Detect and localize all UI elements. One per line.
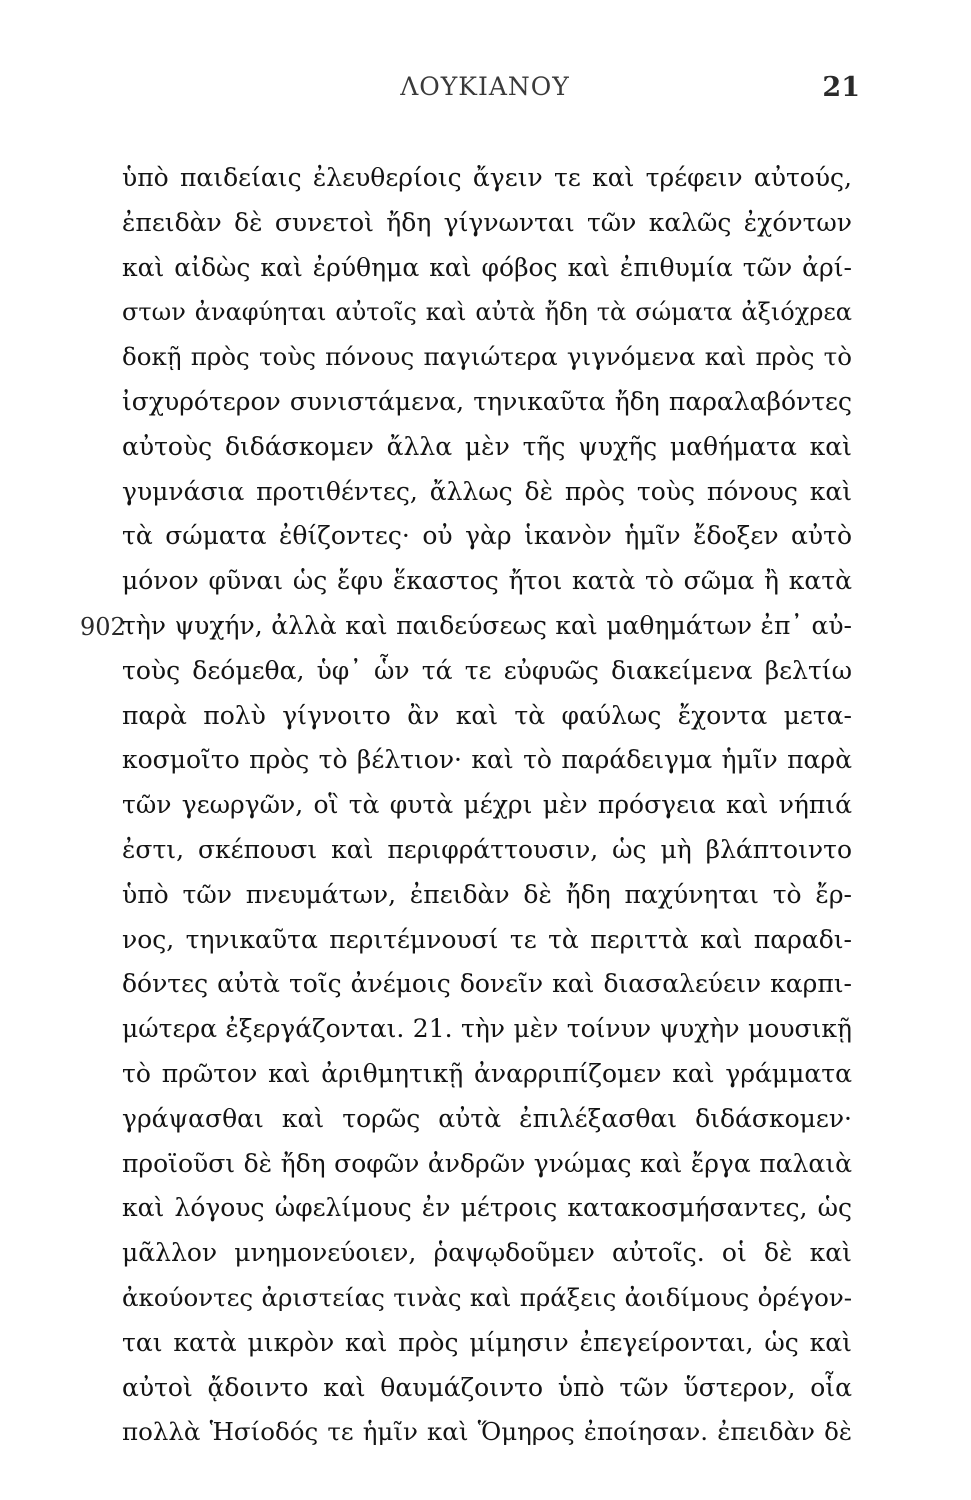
text-line: δοκῇ πρὸς τοὺς πόνους παγιώτερα γιγνόμενα καὶ πρὸς τὸ (122, 342, 852, 372)
text-line: μώτερα ἐξεργάζονται. 21. τὴν μὲν τοίνυν ψυχὴν μουσικῇ (122, 1014, 852, 1044)
text-line: στων ἀναφύηται αὐτοῖς καὶ αὐτὰ ἤδη τὰ σώματα ἀξιόχρεα (122, 298, 852, 327)
text-line: καὶ αἰδὼς καὶ ἐρύθημα καὶ φόβος καὶ ἐπιθυμία τῶν ἀρί- (122, 252, 852, 282)
text-line: ὑπὸ τῶν πνευμάτων, ἐπειδὰν δὲ ἤδη παχύνηται τὸ ἔρ- (122, 879, 852, 909)
text-line: τὸ πρῶτον καὶ ἀριθμητικῇ ἀναρριπίζομεν καὶ γράμματα (122, 1058, 852, 1088)
margin-section-number: 902 (80, 613, 126, 641)
text-line: μᾶλλον μνημονεύοιεν, ῥαψῳδοῦμεν αὐτοῖς. οἱ δὲ καὶ (122, 1238, 852, 1268)
text-line: τῶν γεωργῶν, οἳ τὰ φυτὰ μέχρι μὲν πρόσγεια καὶ νήπιά (122, 790, 852, 820)
text-line: γυμνάσια προτιθέντες, ἄλλως δὲ πρὸς τοὺς πόνους καὶ (122, 476, 852, 506)
text-line: ἀκούοντες ἀριστείας τινὰς καὶ πράξεις ἀοιδίμους ὀρέγον- (122, 1282, 852, 1312)
text-line: παρὰ πολὺ γίγνοιτο ἂν καὶ τὰ φαύλως ἔχοντα μετα- (122, 700, 852, 730)
text-line: αὐτοὶ ᾄδοιντο καὶ θαυμάζοιντο ὑπὸ τῶν ὕστερον, οἷα (122, 1372, 852, 1402)
text-line: καὶ λόγους ὠφελίμους ἐν μέτροις κατακοσμήσαντες, ὡς (122, 1193, 852, 1223)
text-line: πολλὰ Ἡσίοδός τε ἡμῖν καὶ Ὅμηρος ἐποίησαν. ἐπειδὰν δὲ (122, 1417, 852, 1447)
text-line: γράψασθαι καὶ τορῶς αὐτὰ ἐπιλέξασθαι διδάσκομεν· (122, 1103, 852, 1133)
text-line: νος, τηνικαῦτα περιτέμνουσί τε τὰ περιττὰ καὶ παραδι- (122, 924, 852, 954)
text-line: δόντες αὐτὰ τοῖς ἀνέμοις δονεῖν καὶ διασαλεύειν καρπι- (122, 969, 852, 999)
text-line: τοὺς δεόμεθα, ὑφ᾿ ὧν τά τε εὐφυῶς διακείμενα βελτίω (122, 655, 852, 685)
text-line: ὑπὸ παιδείαις ἐλευθερίοις ἄγειν τε καὶ τρέφειν αὐτούς, (122, 163, 852, 192)
text-line: ἐστι, σκέπουσι καὶ περιφράττουσιν, ὡς μὴ βλάπτοιντο (122, 834, 852, 864)
text-line: ἰσχυρότερον συνιστάμενα, τηνικαῦτα ἤδη παραλαβόντες (122, 386, 852, 416)
text-line: τὰ σώματα ἐθίζοντες· οὐ γὰρ ἱκανὸν ἡμῖν ἔδοξεν αὐτὸ (122, 521, 852, 551)
text-line: μόνον φῦναι ὡς ἔφυ ἕκαστος ἤτοι κατὰ τὸ σῶμα ἢ κατὰ (122, 566, 852, 596)
page-number: 21 (822, 72, 860, 103)
text-line: κοσμοῖτο πρὸς τὸ βέλτιον· καὶ τὸ παράδειγμα ἡμῖν παρὰ (122, 745, 852, 775)
running-title: ΛΟΥΚΙΑΝΟΥ (400, 72, 570, 101)
text-line: ται κατὰ μικρὸν καὶ πρὸς μίμησιν ἐπεγείρονται, ὡς καὶ (122, 1327, 852, 1357)
body-text (122, 156, 852, 1455)
text-line: προϊοῦσι δὲ ἤδη σοφῶν ἀνδρῶν γνώμας καὶ ἔργα παλαιὰ (122, 1148, 852, 1178)
text-line: ἐπειδὰν δὲ συνετοὶ ἤδη γίγνωνται τῶν καλῶς ἐχόντων (122, 207, 852, 237)
text-line: τὴν ψυχήν, ἀλλὰ καὶ παιδεύσεως καὶ μαθημάτων ἐπ᾿ αὐ- (122, 610, 852, 640)
text-line: αὐτοὺς διδάσκομεν ἄλλα μὲν τῆς ψυχῆς μαθήματα καὶ (122, 431, 852, 461)
running-head (0, 72, 971, 112)
